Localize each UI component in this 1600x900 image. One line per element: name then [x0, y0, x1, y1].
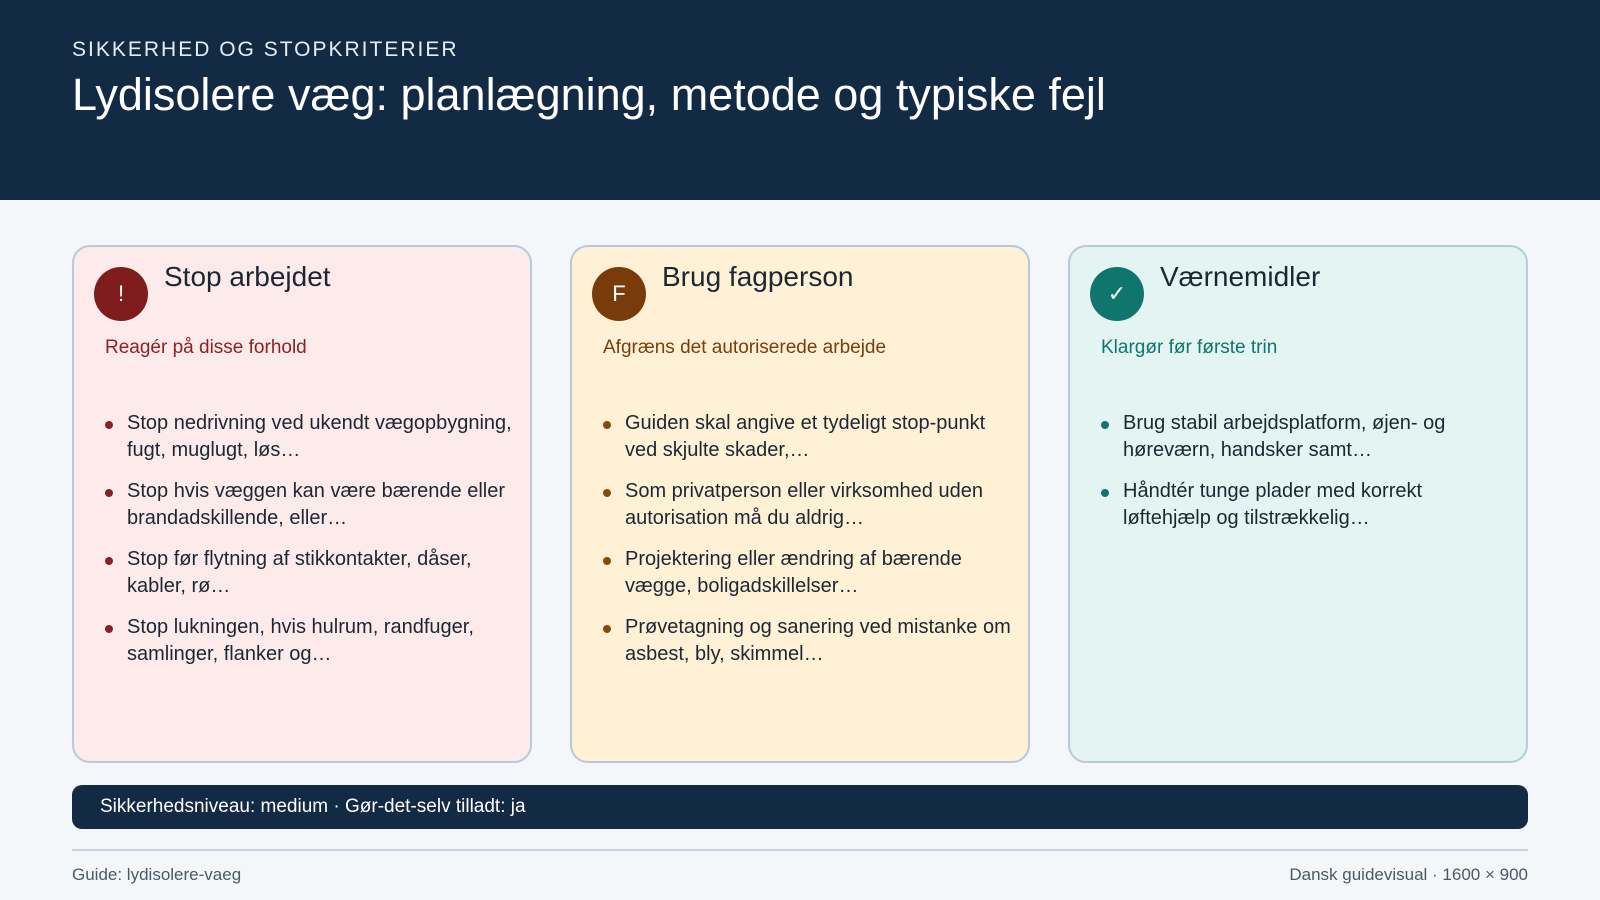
card-subtitle: Klargør før første trin	[1101, 337, 1278, 358]
bullet-icon	[603, 421, 611, 429]
list-item	[1101, 478, 1511, 532]
list-item	[105, 546, 515, 600]
card-title: Brug fagperson	[662, 261, 854, 292]
bullet-icon	[603, 625, 611, 633]
list-item-text: Håndtér tunge plader med korrekt løftehjælp og tilstrækkelig…	[1123, 480, 1423, 529]
card-title: Værnemidler	[1160, 261, 1321, 292]
status-bar: Sikkerhedsniveau: medium · Gør-det-selv tilladt: ja	[72, 785, 1528, 829]
divider	[72, 849, 1528, 851]
card-subtitle: Afgræns det autoriserede arbejde	[603, 337, 887, 358]
card-grid	[72, 245, 1528, 763]
card-subtitle: Reagér på disse forhold	[105, 337, 307, 358]
letter-f-icon: F	[592, 267, 646, 321]
exclamation-icon: !	[94, 267, 148, 321]
header	[0, 0, 1600, 200]
list-item-text: Stop lukningen, hvis hulrum, randfuger, samlinger, flanker og…	[127, 616, 474, 665]
list-item-text: Stop hvis væggen kan være bærende eller brandadskillende, eller…	[127, 480, 505, 529]
page-title: Lydisolere væg: planlægning, metode og typiske fejl	[72, 69, 1106, 120]
bullet-icon	[105, 489, 113, 497]
card-use-professional	[570, 245, 1030, 763]
card-list	[1101, 410, 1511, 546]
list-item	[105, 478, 515, 532]
list-item-text: Brug stabil arbejdsplatform, øjen- og høreværn, handsker samt…	[1123, 412, 1446, 461]
card-list	[603, 410, 1013, 682]
list-item	[105, 410, 515, 464]
list-item	[603, 478, 1013, 532]
list-item-text: Som privatperson eller virksomhed uden autorisation må du aldrig…	[625, 480, 983, 529]
card-stop-work	[72, 245, 532, 763]
list-item-text: Prøvetagning og sanering ved mistanke om asbest, bly, skimmel…	[625, 616, 1011, 665]
bullet-icon	[1101, 421, 1109, 429]
list-item	[1101, 410, 1511, 464]
bullet-icon	[603, 557, 611, 565]
list-item	[603, 614, 1013, 668]
bullet-icon	[105, 625, 113, 633]
bullet-icon	[105, 557, 113, 565]
bullet-icon	[1101, 489, 1109, 497]
bullet-icon	[105, 421, 113, 429]
bullet-icon	[603, 489, 611, 497]
list-item	[603, 546, 1013, 600]
card-protective-gear	[1068, 245, 1528, 763]
list-item-text: Stop nedrivning ved ukendt vægopbygning, fugt, muglugt, løs…	[127, 412, 512, 461]
list-item-text: Stop før flytning af stikkontakter, dåser, kabler, rø…	[127, 548, 472, 597]
list-item	[603, 410, 1013, 464]
card-title: Stop arbejdet	[164, 261, 331, 292]
footer-credit: Dansk guidevisual · 1600 × 900	[1289, 865, 1528, 884]
list-item-text: Guiden skal angive et tydeligt stop-punkt ved skjulte skader,…	[625, 412, 986, 461]
checkmark-icon: ✓	[1090, 267, 1144, 321]
eyebrow-label: SIKKERHED OG STOPKRITERIER	[72, 38, 459, 61]
list-item-text: Projektering eller ændring af bærende vægge, boligadskillelser…	[625, 548, 962, 597]
list-item	[105, 614, 515, 668]
footer-guide-label: Guide: lydisolere-vaeg	[72, 865, 242, 884]
card-list	[105, 410, 515, 682]
